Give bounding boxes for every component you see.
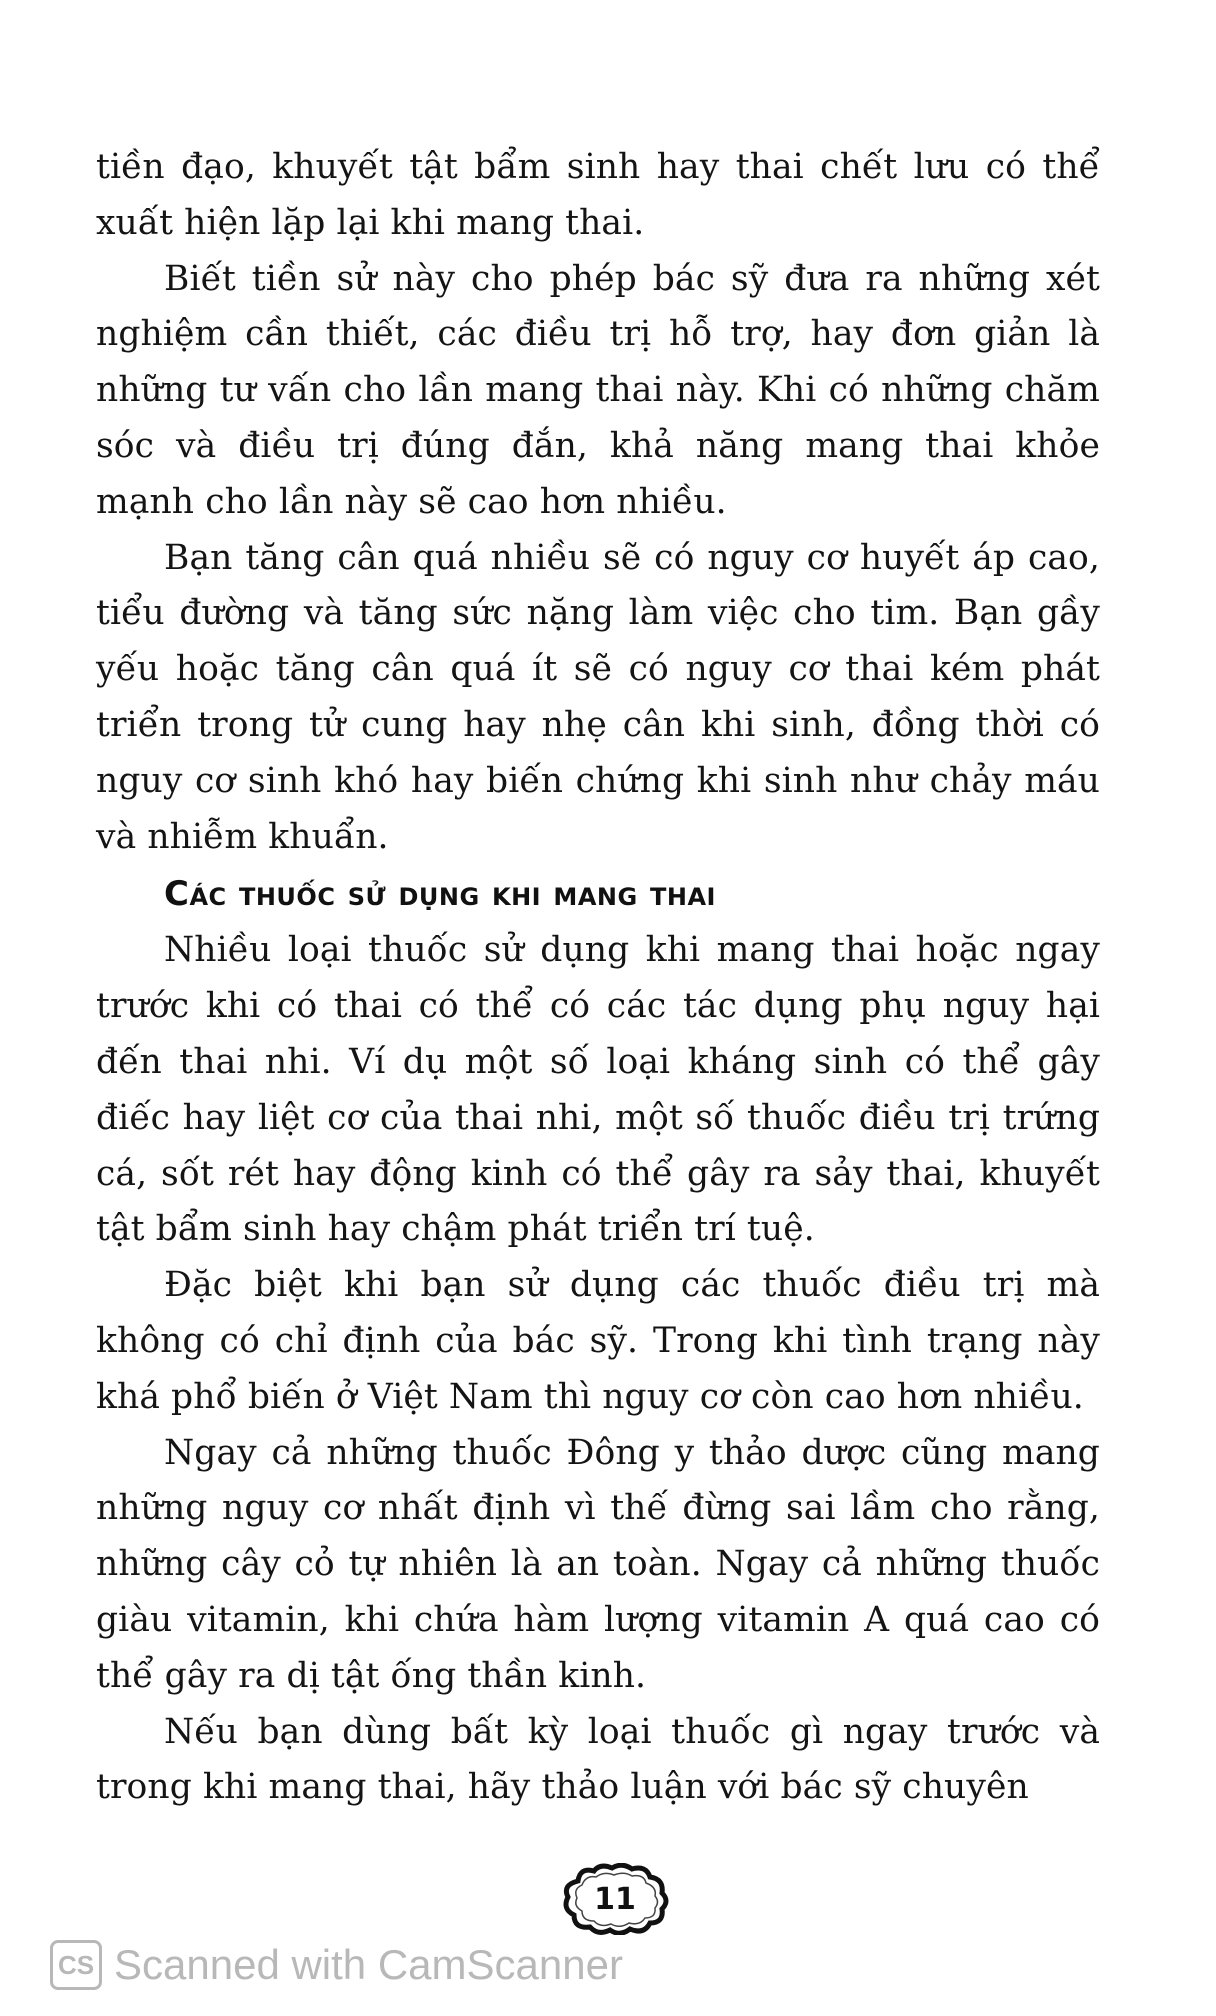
paragraph-6: Ngay cả những thuốc Đông y thảo dược cũng mang những nguy cơ nhất định vì thế đừng sai lầm cho rằng, những cây cỏ tự nhiên là an toàn. Ngay cả những thuốc giàu vitamin, khi chứa hàm lượng vitamin A quá cao có thể gây ra dị tật ống thần kinh. [96,1432,1100,1696]
paragraph-7: Nếu bạn dùng bất kỳ loại thuốc gì ngay trước và trong khi mang thai, hãy thảo luận với bác sỹ chuyên [96,1711,1100,1808]
paragraph-3: Bạn tăng cân quá nhiều sẽ có nguy cơ huyết áp cao, tiểu đường và tăng sức nặng làm việc cho tim. Bạn gầy yếu hoặc tăng cân quá ít sẽ có nguy cơ thai kém phát triển trong tử cung hay nhẹ cân khi sinh, đồng thời có nguy cơ sinh khó hay biến chứng khi sinh như chảy máu và nhiễm khuẩn. [96,537,1100,857]
paragraph-4: Nhiều loại thuốc sử dụng khi mang thai hoặc ngay trước khi có thai có thể có các tác dụng phụ nguy hại đến thai nhi. Ví dụ một số loại kháng sinh có thể gây điếc hay liệt cơ của thai nhi, một số thuốc điều trị trứng cá, sốt rét hay động kinh có thể gây ra sảy thai, khuyết tật bẩm sinh hay chậm phát triển trí tuệ. [96,930,1100,1250]
page-number: 11 [594,1881,636,1917]
paragraph-2: Biết tiền sử này cho phép bác sỹ đưa ra những xét nghiệm cần thiết, các điều trị hỗ trợ, hay đơn giản là những tư vấn cho lần mang thai này. Khi có những chăm sóc và điều trị đúng đắn, khả năng mang thai khỏe mạnh cho lần này sẽ cao hơn nhiều. [96,258,1100,522]
camscanner-logo-icon: CS [50,1940,102,1990]
paragraph-5: Đặc biệt khi bạn sử dụng các thuốc điều trị mà không có chỉ định của bác sỹ. Trong khi tình trạng này khá phổ biến ở Việt Nam thì nguy cơ còn cao hơn nhiều. [96,1265,1100,1417]
page-body [96,140,1100,1816]
camscanner-watermark [50,1935,623,1995]
watermark-text: Scanned with CamScanner [114,1941,623,1988]
page-number-badge [560,1863,670,1935]
paragraph-1: tiền đạo, khuyết tật bẩm sinh hay thai chết lưu có thể xuất hiện lặp lại khi mang thai. [96,147,1100,243]
section-heading: Các thuốc sử dụng khi mang thai [164,874,716,915]
